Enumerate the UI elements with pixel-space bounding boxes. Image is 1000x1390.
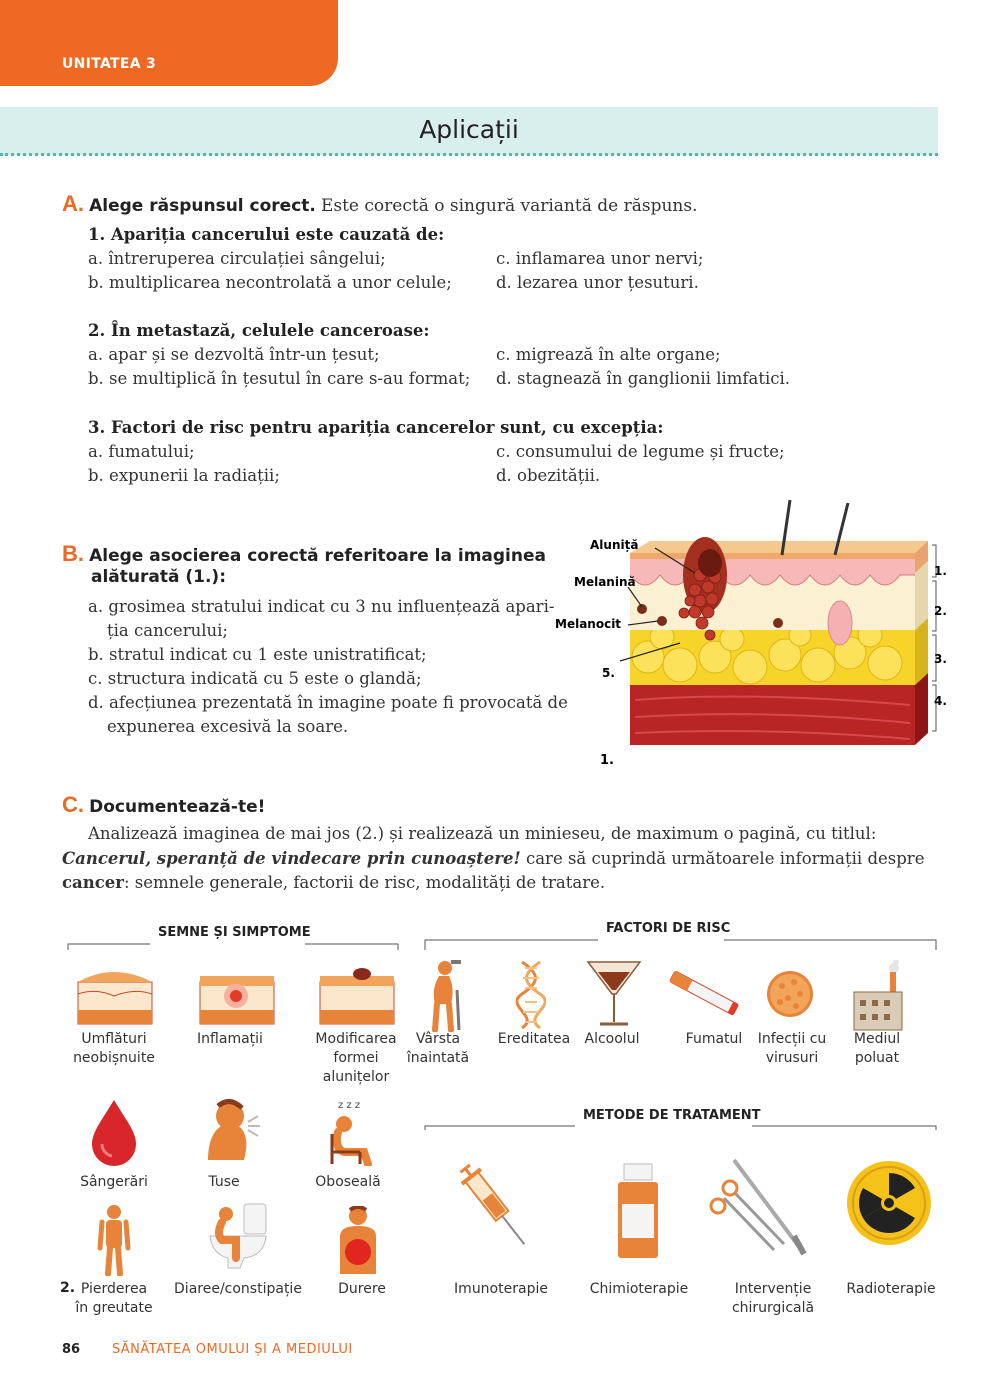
surgical-tools-icon [704,1158,808,1258]
unit-label: UNITATEA 3 [62,56,157,72]
b-option-a-2: ția cancerului; [107,621,228,640]
syringe-icon [456,1158,536,1258]
cough-icon [200,1098,264,1162]
label-melanocit: Melanocit [555,617,622,631]
sign-fatigue-label: Oboseală [315,1174,381,1190]
blood-drop-icon [88,1098,140,1166]
q2-option-b[interactable]: b. se multiplică în țesutul în care s-au format; [88,369,471,388]
section-a-title: Alege răspunsul corect. [89,196,316,216]
virus-icon [764,968,816,1020]
q1-option-c[interactable]: c. inflamarea unor nervi; [496,249,704,268]
sign-swelling-label: Umflături neobișnuite [73,1031,155,1066]
sign-toilet-label: Diaree/constipație [174,1281,302,1297]
question-2: 2. În metastază, celulele canceroase: [88,321,430,340]
q3-option-b[interactable]: b. expunerii la radiații; [88,466,280,485]
treatment-chemo-label: Chimioterapie [589,1281,689,1297]
section-b-title-1: Alege asocierea corectă referitoare la imaginea [89,546,546,566]
q1-option-a[interactable]: a. întreruperea circulației sângelui; [88,249,386,268]
keyword-cancer: cancer [62,873,124,892]
factory-icon [850,960,904,1032]
skin-swelling-icon [76,958,156,1026]
section-a-letter: A. [62,191,84,216]
fatigue-icon [324,1094,384,1166]
question-1: 1. Apariția cancerului este cauzată de: [88,225,445,244]
b-option-d-1[interactable]: d. afecțiunea prezentată în imagine poate fi provocată de [88,693,568,712]
sign-mole-label: Modificarea formei alunițelor [315,1031,397,1085]
footer-subject: SĂNĂTATEA OMULUI ȘI A MEDIULUI [112,1342,353,1357]
label-alunita: Aluniță [590,538,639,552]
risk-heredity-label: Ereditatea [497,1031,571,1047]
toilet-icon [200,1200,270,1270]
treatment-immuno-label: Imunoterapie [454,1281,548,1297]
cigarette-icon [666,968,742,1018]
essay-title: Cancerul, speranță de vindecare prin cunoaștere! [62,848,521,868]
layer-label-3: 3. [934,652,947,666]
risk-pollution-label: Mediul poluat [853,1031,901,1066]
risk-header: FACTORI DE RISC [606,921,731,936]
q3-option-c[interactable]: c. consumului de legume și fructe; [496,442,785,461]
b-option-c[interactable]: c. structura indicată cu 5 este o glandă; [88,669,422,688]
figure-number-2: 2. [60,1280,76,1296]
b-option-d-2: expunerea excesivă la soare. [107,717,349,736]
page-title: Aplicații [419,115,519,144]
q3-option-a[interactable]: a. fumatului; [88,442,195,461]
layer-label-1: 1. [934,564,947,578]
weight-loss-icon [96,1204,132,1276]
page-number: 86 [62,1342,81,1357]
risk-alcohol-label: Alcoolul [584,1031,640,1047]
q3-option-d[interactable]: d. obezității. [496,466,601,485]
b-option-a-1[interactable]: a. grosimea stratului indicat cu 3 nu influențează apari- [88,597,555,616]
sign-weight-loss-label: Pierderea în greutate [75,1281,153,1316]
section-b-letter: B. [62,541,84,566]
figure-caption-1: 1. [600,753,614,768]
medicine-bottle-icon [612,1160,664,1260]
sign-cough-label: Tuse [208,1174,240,1190]
section-c-letter: C. [62,792,84,817]
risk-virus-label: Infecții cu virusuri [757,1031,827,1066]
sign-pain-label: Durere [338,1281,386,1297]
elderly-icon [425,960,469,1032]
b-option-b[interactable]: b. stratul indicat cu 1 este unistratificat; [88,645,427,664]
section-a-instruction: Este corectă o singură variantă de răspuns. [320,196,698,216]
svg-text:z z z: z z z [338,1100,361,1111]
q2-option-d[interactable]: d. stagnează în ganglionii limfatici. [496,369,791,388]
skin-inflammation-icon [198,958,278,1026]
section-b-title-2: alăturată (1.): [91,567,226,587]
section-c-title: Documentează-te! [89,797,266,817]
risk-smoking-label: Fumatul [685,1031,743,1047]
q1-option-b[interactable]: b. multiplicarea necontrolată a unor celule; [88,273,452,292]
signs-header: SEMNE ȘI SIMPTOME [158,925,311,940]
q2-option-a[interactable]: a. apar și se dezvoltă într-un țesut; [88,345,380,364]
radiation-icon [846,1160,932,1246]
skin-mole-icon [318,958,398,1026]
q2-option-c[interactable]: c. migrează în alte organe; [496,345,721,364]
question-3: 3. Factori de risc pentru apariția cancerelor sunt, cu excepția: [88,418,664,437]
q1-option-d[interactable]: d. lezarea unor țesuturi. [496,273,699,292]
treatment-surgery-label: Intervenție chirurgicală [731,1281,815,1316]
label-five: 5. [602,666,615,680]
risk-age-label: Vârsta înaintată [406,1031,470,1066]
sign-inflammation-label: Inflamații [197,1031,263,1047]
treatment-header: METODE DE TRATAMENT [583,1108,761,1123]
sign-bleeding-label: Sângerări [80,1174,148,1190]
section-c-paragraph: Analizează imaginea de mai jos (2.) și realizează un minieseu, de maximum o pagină, cu titlul: Cancerul, speranță de vindecare prin cunoaștere! care să cuprindă următoarele informații despre cancer: semnele generale, factorii de risc, modalități de tratare. [62,824,925,892]
pain-icon [336,1206,380,1274]
layer-label-2: 2. [934,604,947,618]
layer-label-4: 4. [934,694,947,708]
dna-icon [516,960,546,1030]
cocktail-glass-icon [586,958,642,1030]
treatment-radio-label: Radioterapie [846,1281,936,1297]
label-melanina: Melanină [574,575,636,589]
